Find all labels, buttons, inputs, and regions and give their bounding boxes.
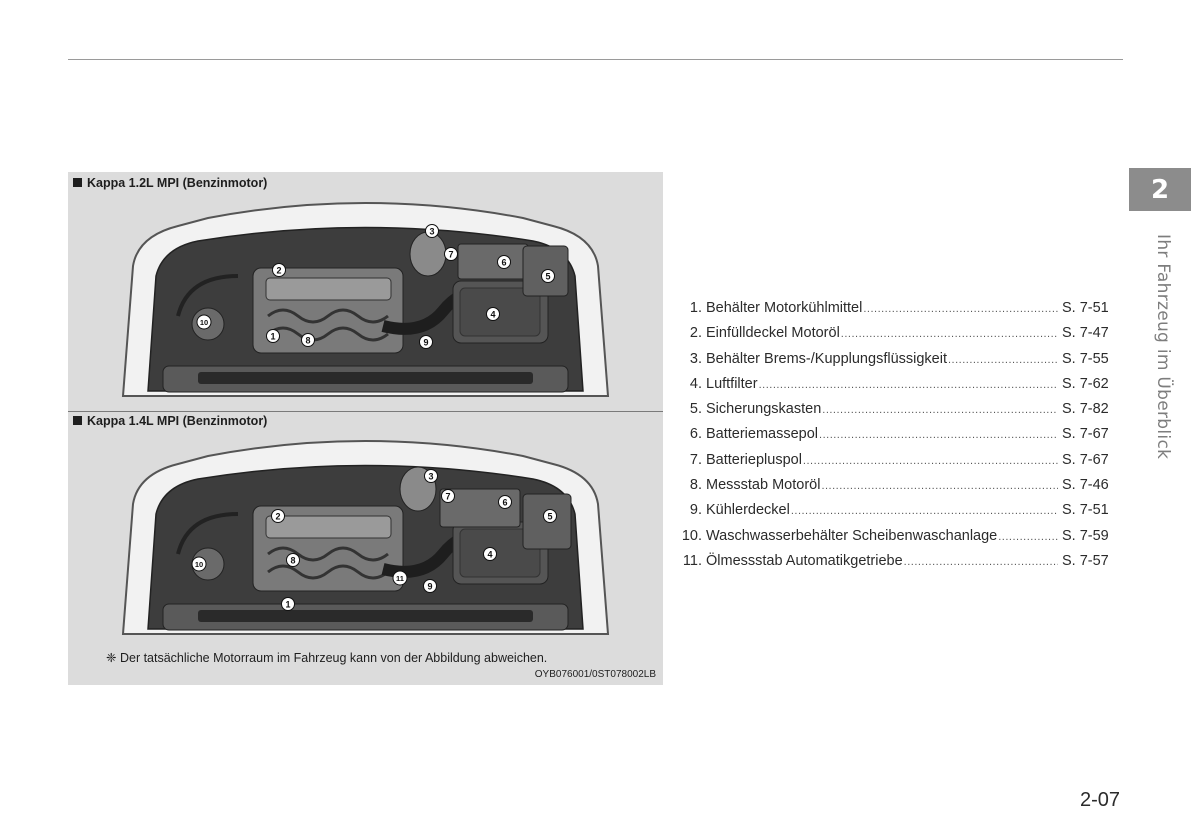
legend-label: Einfülldeckel Motoröl — [706, 325, 840, 342]
legend-label: Waschwasserbehälter Scheibenwaschanlage — [706, 527, 998, 544]
callout-11 — [393, 571, 407, 585]
engine-figure — [68, 172, 663, 685]
legend-label: Sicherungskasten — [706, 401, 822, 418]
page-number: 2-07 — [1080, 789, 1121, 811]
svg-text:8: 8 — [305, 335, 311, 346]
square-bullet-icon — [73, 416, 82, 425]
chapter-title: Ihr Fahrzeug im Überblick — [1153, 234, 1173, 460]
note-symbol: ❈ — [106, 651, 117, 665]
svg-text:4: 4 — [490, 309, 496, 320]
callout-4 — [484, 548, 497, 561]
leader-dots — [841, 328, 1058, 340]
legend-label: Ölmessstab Automatikgetriebe — [706, 552, 903, 569]
note-text: Der tatsächliche Motorraum im Fahrzeug kann von der Abbildung abweichen. — [119, 651, 548, 665]
leader-dots — [819, 429, 1058, 441]
top-rule — [68, 59, 1123, 60]
svg-text:10: 10 — [199, 318, 209, 327]
panel-1-title — [73, 176, 267, 190]
legend-item — [674, 502, 1118, 527]
chapter-number: 2 — [1150, 174, 1170, 205]
callout-5 — [544, 510, 557, 523]
legend-item — [674, 477, 1118, 502]
callout-6 — [498, 256, 511, 269]
panel-2-title-text: Kappa 1.4L MPI (Benzinmotor) — [87, 414, 268, 428]
svg-text:9: 9 — [423, 337, 429, 348]
svg-text:10: 10 — [194, 560, 204, 569]
callout-2 — [272, 510, 285, 523]
svg-text:4: 4 — [487, 549, 493, 560]
callout-8 — [302, 334, 315, 347]
legend-label: Behälter Brems-/Kupplungsflüssigkeit — [706, 350, 947, 367]
legend-label: Batteriepluspol — [706, 451, 802, 468]
leader-dots — [803, 455, 1058, 467]
svg-text:7: 7 — [445, 491, 451, 502]
callout-8 — [287, 554, 300, 567]
callout-1 — [282, 598, 295, 611]
legend-number: 5. — [689, 401, 702, 418]
callout-3 — [426, 225, 439, 238]
leader-dots — [904, 556, 1058, 568]
svg-text:6: 6 — [502, 497, 508, 508]
engine-bay-illustration-1 — [68, 196, 663, 410]
legend-item — [674, 401, 1118, 426]
legend-number: 7. — [689, 451, 702, 468]
square-bullet-icon — [73, 178, 82, 187]
leader-dots — [791, 505, 1058, 517]
legend-label: Luftfilter — [706, 375, 758, 392]
svg-text:7: 7 — [448, 249, 454, 260]
svg-text:3: 3 — [429, 226, 435, 237]
panel-1-title-text: Kappa 1.2L MPI (Benzinmotor) — [87, 176, 268, 190]
legend-page-ref: S. 7-67 — [1062, 426, 1109, 443]
leader-dots — [822, 404, 1058, 416]
legend-item — [674, 452, 1118, 477]
callout-7 — [445, 248, 458, 261]
callout-10 — [192, 557, 206, 571]
engine-bay-illustration-2 — [68, 434, 663, 646]
legend-number: 9. — [689, 502, 702, 519]
legend-label: Batteriemassepol — [706, 426, 819, 443]
panel-2-title — [73, 414, 267, 428]
legend-page-ref: S. 7-46 — [1062, 477, 1109, 494]
legend-item — [674, 528, 1118, 553]
legend-item — [674, 325, 1118, 350]
svg-text:2: 2 — [275, 511, 281, 522]
figure-divider — [68, 411, 663, 412]
callout-9 — [420, 336, 433, 349]
svg-text:5: 5 — [545, 271, 551, 282]
legend-label: Messstab Motoröl — [706, 477, 821, 494]
legend-number: 11. — [682, 552, 702, 569]
legend-item — [674, 376, 1118, 401]
svg-text:8: 8 — [290, 555, 296, 566]
legend-item — [674, 351, 1118, 376]
legend-page-ref: S. 7-51 — [1062, 502, 1109, 519]
legend-number: 2. — [689, 325, 702, 342]
callout-9 — [424, 580, 437, 593]
legend-number: 6. — [689, 426, 702, 443]
legend-number: 8. — [689, 477, 702, 494]
legend-page-ref: S. 7-59 — [1062, 527, 1109, 544]
callout-5 — [542, 270, 555, 283]
legend-item — [674, 426, 1118, 451]
legend-label: Behälter Motorkühlmittel — [706, 300, 863, 316]
legend-number: 10. — [681, 527, 702, 544]
svg-text:2: 2 — [276, 265, 282, 276]
legend-page-ref: S. 7-57 — [1062, 552, 1109, 569]
legend-item — [674, 300, 1118, 325]
legend-page-ref: S. 7-62 — [1062, 375, 1109, 392]
callout-6 — [499, 496, 512, 509]
callout-7 — [442, 490, 455, 503]
callout-10 — [197, 315, 211, 329]
figure-note — [106, 650, 547, 665]
svg-text:6: 6 — [501, 257, 507, 268]
callout-4 — [487, 308, 500, 321]
leader-dots — [821, 480, 1058, 492]
legend-page-ref: S. 7-51 — [1062, 300, 1109, 316]
legend-page-ref: S. 7-55 — [1062, 350, 1109, 367]
legend-number: 4. — [689, 375, 702, 392]
svg-text:9: 9 — [427, 581, 433, 592]
leader-dots — [998, 531, 1058, 543]
legend-item — [674, 553, 1118, 578]
legend-page-ref: S. 7-47 — [1062, 325, 1109, 342]
svg-text:1: 1 — [270, 331, 276, 342]
legend-page-ref: S. 7-82 — [1062, 401, 1109, 418]
svg-text:11: 11 — [396, 574, 404, 583]
legend-number: 3. — [689, 350, 702, 367]
leader-dots — [759, 379, 1058, 391]
callout-3 — [425, 470, 438, 483]
callout-2 — [273, 264, 286, 277]
svg-text:5: 5 — [547, 511, 553, 522]
chapter-tab — [1129, 168, 1191, 211]
legend-number: 1. — [689, 300, 702, 316]
legend-list — [674, 300, 1118, 578]
leader-dots — [863, 303, 1058, 315]
legend-page-ref: S. 7-67 — [1062, 451, 1109, 468]
legend-label: Kühlerdeckel — [706, 502, 790, 519]
svg-text:3: 3 — [428, 471, 434, 482]
svg-text:1: 1 — [285, 599, 291, 610]
figure-code: OYB076001/0ST078002LB — [534, 669, 656, 680]
callout-1 — [267, 330, 280, 343]
leader-dots — [948, 354, 1058, 366]
